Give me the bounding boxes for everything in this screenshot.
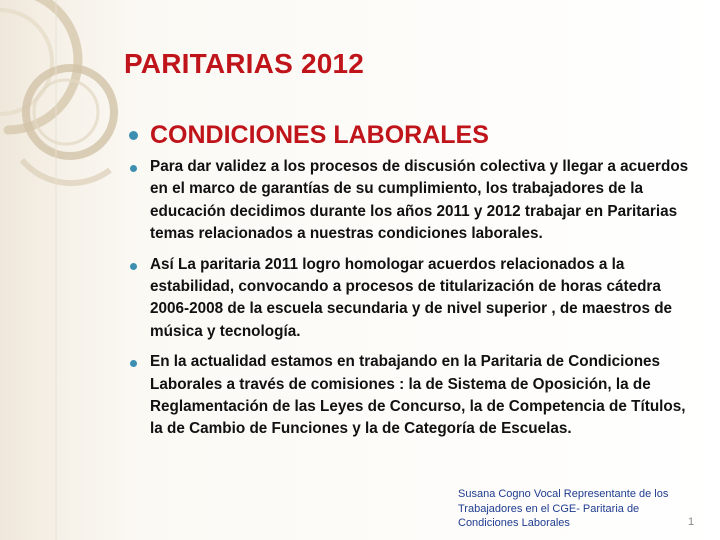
bullet-dot-icon — [129, 131, 138, 140]
decorative-ring-middle-thin — [34, 80, 98, 144]
paragraph-text: En la actualidad estamos en trabajando en la Paritaria de Condiciones Laborales a través de comisiones : la de Sistema de Oposición, la de Reglamentación de las Leyes de Concurso, la de Competencia de Títulos, la de Cambio de Funciones y la de Categoría de Escuelas. — [150, 353, 686, 438]
footer-note: Susana Cogno Vocal Representante de los Trabajadores en el CGE- Paritaria de Condiciones Laborales — [458, 488, 669, 529]
decorative-arc-lower — [22, 160, 110, 183]
paragraph-text: Así La paritaria 2011 logro homologar acuerdos relacionados a la estabilidad, convocando a procesos de titularización de horas cátedra 2006-2008 de la escuela secundaria y de nivel superior , de maestros de música y tecnología. — [150, 255, 673, 340]
bullet-dot-icon — [130, 360, 137, 367]
bullet-dot-icon — [130, 165, 137, 172]
page-number: 1 — [688, 516, 695, 528]
decorative-rings — [0, 0, 140, 540]
list-item — [130, 254, 694, 344]
slide-body — [130, 118, 694, 441]
list-item — [130, 351, 694, 441]
bullet-dot-icon — [130, 263, 137, 270]
list-item — [130, 156, 694, 246]
paragraph-text: Para dar validez a los procesos de discusión colectiva y llegar a acuerdos en el marco de garantías de su cumplimiento, los trabajadores de la educación decidimos durante los años 2011 y 2012 trabajar en Paritarias temas relacionados a nuestras condiciones laborales. — [150, 158, 689, 243]
heading-bullet — [130, 118, 694, 152]
section-heading: CONDICIONES LABORALES — [150, 121, 489, 149]
slide-title: PARITARIAS 2012 — [124, 48, 365, 79]
